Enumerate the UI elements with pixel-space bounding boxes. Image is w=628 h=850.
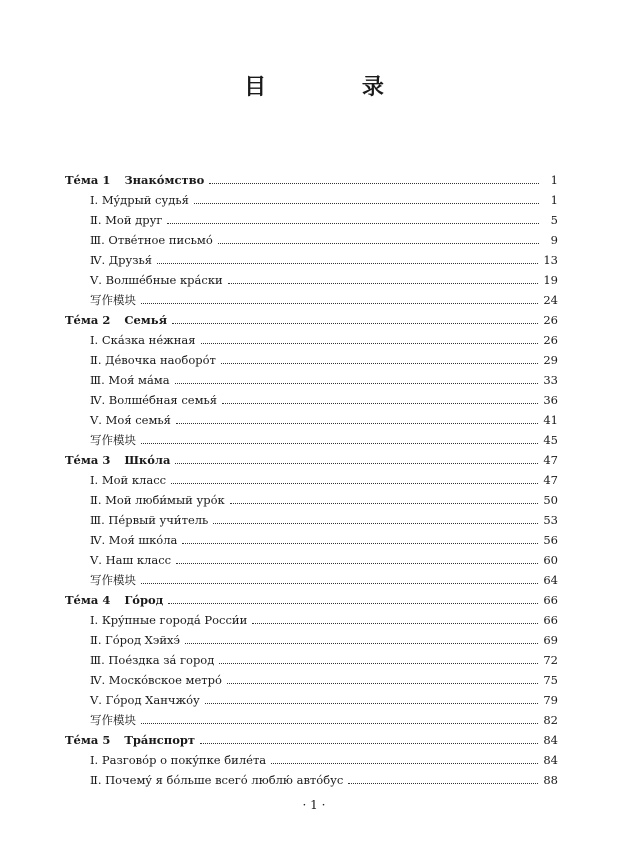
dot-leader [194, 202, 539, 204]
toc-entry-row[interactable] [65, 250, 558, 270]
toc-entry-row[interactable] [65, 490, 558, 510]
dot-leader [218, 242, 539, 244]
toc-entry-row[interactable] [65, 430, 558, 450]
toc-page-number: 45 [543, 433, 558, 447]
dot-leader [221, 362, 538, 364]
toc-page-number: 13 [543, 253, 558, 267]
toc-page-number: 9 [550, 233, 558, 247]
toc-page-number: 47 [543, 453, 558, 467]
toc-entry-row[interactable] [65, 630, 558, 650]
toc-entry-row[interactable] [65, 650, 558, 670]
toc-entry-label: Ⅲ. Моя́ мáма [90, 373, 170, 387]
dot-leader [348, 782, 538, 784]
toc-entry-row[interactable] [65, 370, 558, 390]
toc-entry-row[interactable] [65, 410, 558, 430]
toc-page-number: 84 [543, 753, 558, 767]
toc-page-number: 88 [543, 773, 558, 787]
toc-entry-row[interactable] [65, 710, 558, 730]
dot-leader [172, 322, 538, 324]
toc-entry-label: 写作模块 [90, 433, 136, 447]
toc-page-number: 1 [550, 193, 558, 207]
dot-leader [219, 662, 538, 664]
toc-page-number: 84 [543, 733, 558, 747]
toc-page-number: 72 [543, 653, 558, 667]
toc-page-number: 53 [543, 513, 558, 527]
topic-number: Тéма 2 [65, 313, 111, 327]
toc-entry-row[interactable] [65, 470, 558, 490]
toc-entry-label: Ⅴ. Волшéбные крáски [90, 273, 223, 287]
toc-entry-label: Ⅲ. Пéрвый учи́тель [90, 513, 209, 527]
toc-page-number: 64 [543, 573, 558, 587]
toc-entry-label: Ⅴ. Гóрод Ханчжóу [90, 693, 200, 707]
toc-entry-label: Ⅱ. Мой люби́мый урóк [90, 493, 225, 507]
toc-entry-label: Ⅳ. Моя́ шкóла [90, 533, 178, 547]
dot-leader [201, 342, 539, 344]
topic-number: Тéма 1 [65, 173, 111, 187]
dot-leader [168, 602, 538, 604]
toc-page-number: 41 [543, 413, 558, 427]
dot-leader [182, 542, 538, 544]
toc-entry-label: Ⅰ. Крýпные городá Росси́и [90, 613, 248, 627]
dot-leader [185, 642, 538, 644]
toc-page-number: 79 [543, 693, 558, 707]
toc-topic-row[interactable] [65, 590, 558, 610]
toc-entry-label: Трáнспорт [124, 733, 196, 747]
toc-entry-row[interactable] [65, 330, 558, 350]
toc-page-number: 5 [550, 213, 558, 227]
toc-topic-row[interactable] [65, 730, 558, 750]
toc-entry-label: Ⅰ. Мýдрый судья́ [90, 193, 189, 207]
toc-page-number: 29 [543, 353, 558, 367]
dot-leader [213, 522, 538, 524]
toc-entry-label: Ⅴ. Наш класс [90, 553, 172, 567]
toc-page-number: 66 [543, 593, 558, 607]
toc-page-number: 19 [543, 273, 558, 287]
dot-leader [171, 482, 538, 484]
page-number: · 1 · [302, 798, 326, 812]
toc-entry-row[interactable] [65, 670, 558, 690]
topic-number: Тéма 4 [65, 593, 111, 607]
toc-page-number: 1 [550, 173, 558, 187]
toc-entry-label: Ⅴ. Моя́ семья́ [90, 413, 171, 427]
toc-entry-label: 写作模块 [90, 293, 136, 307]
toc-page-number: 60 [543, 553, 558, 567]
toc-entry-row[interactable] [65, 210, 558, 230]
toc-page-number: 47 [543, 473, 558, 487]
toc-entry-row[interactable] [65, 390, 558, 410]
dot-leader [200, 742, 538, 744]
toc-page-number: 56 [543, 533, 558, 547]
dot-leader [141, 442, 538, 444]
toc-entry-label: Ⅳ. Друзья́ [90, 253, 153, 267]
toc-entry-row[interactable] [65, 570, 558, 590]
toc-entry-row[interactable] [65, 230, 558, 250]
toc-entry-label: Ⅱ. Мой друг [90, 213, 163, 227]
toc-page-number: 26 [543, 333, 558, 347]
dot-leader [141, 722, 538, 724]
toc-topic-row[interactable] [65, 450, 558, 470]
dot-leader [271, 762, 538, 764]
toc-entry-label: Ⅱ. Почемý я бóльше всегó люблю́ автóбус [90, 773, 344, 787]
toc-entry-label: Ⅱ. Дéвочка наоборóт [90, 353, 216, 367]
topic-number: Тéма 3 [65, 453, 111, 467]
dot-leader [205, 702, 539, 704]
dot-leader [227, 682, 538, 684]
dot-leader [252, 622, 538, 624]
dot-leader [176, 562, 538, 564]
toc-topic-row[interactable] [65, 310, 558, 330]
toc-entry-row[interactable] [65, 290, 558, 310]
toc-entry-row[interactable] [65, 550, 558, 570]
topic-number: Тéма 5 [65, 733, 111, 747]
toc-entry-label: Ⅱ. Гóрод Хэйхэ́ [90, 633, 180, 647]
toc-entry-row[interactable] [65, 350, 558, 370]
toc-page-number: 36 [543, 393, 558, 407]
toc-entry-row[interactable] [65, 530, 558, 550]
dot-leader [176, 422, 538, 424]
dot-leader [175, 462, 538, 464]
toc-entry-label: Ⅳ. Москóвское метрó [90, 673, 222, 687]
toc-entry-label: Ⅰ. Мой класс [90, 473, 167, 487]
dot-leader [141, 582, 538, 584]
toc-page-number: 75 [543, 673, 558, 687]
toc-page-number: 33 [543, 373, 558, 387]
toc-entry-row[interactable] [65, 270, 558, 290]
page-title: 目 录 [244, 74, 428, 100]
dot-leader [157, 262, 538, 264]
dot-leader [175, 382, 539, 384]
table-of-contents [65, 170, 558, 790]
toc-entry-label: 写作模块 [90, 573, 136, 587]
toc-entry-label: 写作模块 [90, 713, 136, 727]
toc-page-number: 26 [543, 313, 558, 327]
toc-page-number: 66 [543, 613, 558, 627]
toc-entry-label: Семья́ [124, 313, 168, 327]
toc-page-number: 82 [543, 713, 558, 727]
toc-entry-row[interactable] [65, 190, 558, 210]
toc-entry-row[interactable] [65, 610, 558, 630]
dot-leader [141, 302, 538, 304]
toc-entry-label: Ⅰ. Скáзка нéжная [90, 333, 196, 347]
toc-topic-row[interactable] [65, 170, 558, 190]
toc-entry-row[interactable] [65, 770, 558, 790]
toc-entry-row[interactable] [65, 510, 558, 530]
dot-leader [230, 502, 539, 504]
toc-entry-label: Знакóмство [124, 173, 205, 187]
toc-entry-label: Шкóла [124, 453, 171, 467]
dot-leader [167, 222, 539, 224]
toc-entry-row[interactable] [65, 750, 558, 770]
toc-entry-label: Ⅲ. Поéздка зá город [90, 653, 215, 667]
dot-leader [209, 182, 539, 184]
toc-page-number: 50 [543, 493, 558, 507]
toc-entry-label: Ⅰ. Разговóр о покýпке билéта [90, 753, 267, 767]
toc-entry-row[interactable] [65, 690, 558, 710]
toc-page-number: 69 [543, 633, 558, 647]
dot-leader [222, 402, 538, 404]
toc-entry-label: Ⅲ. Отвéтное письмó [90, 233, 213, 247]
toc-entry-label: Гóрод [124, 593, 164, 607]
toc-page-number: 24 [543, 293, 558, 307]
dot-leader [228, 282, 539, 284]
toc-entry-label: Ⅳ. Волшéбная семья́ [90, 393, 218, 407]
